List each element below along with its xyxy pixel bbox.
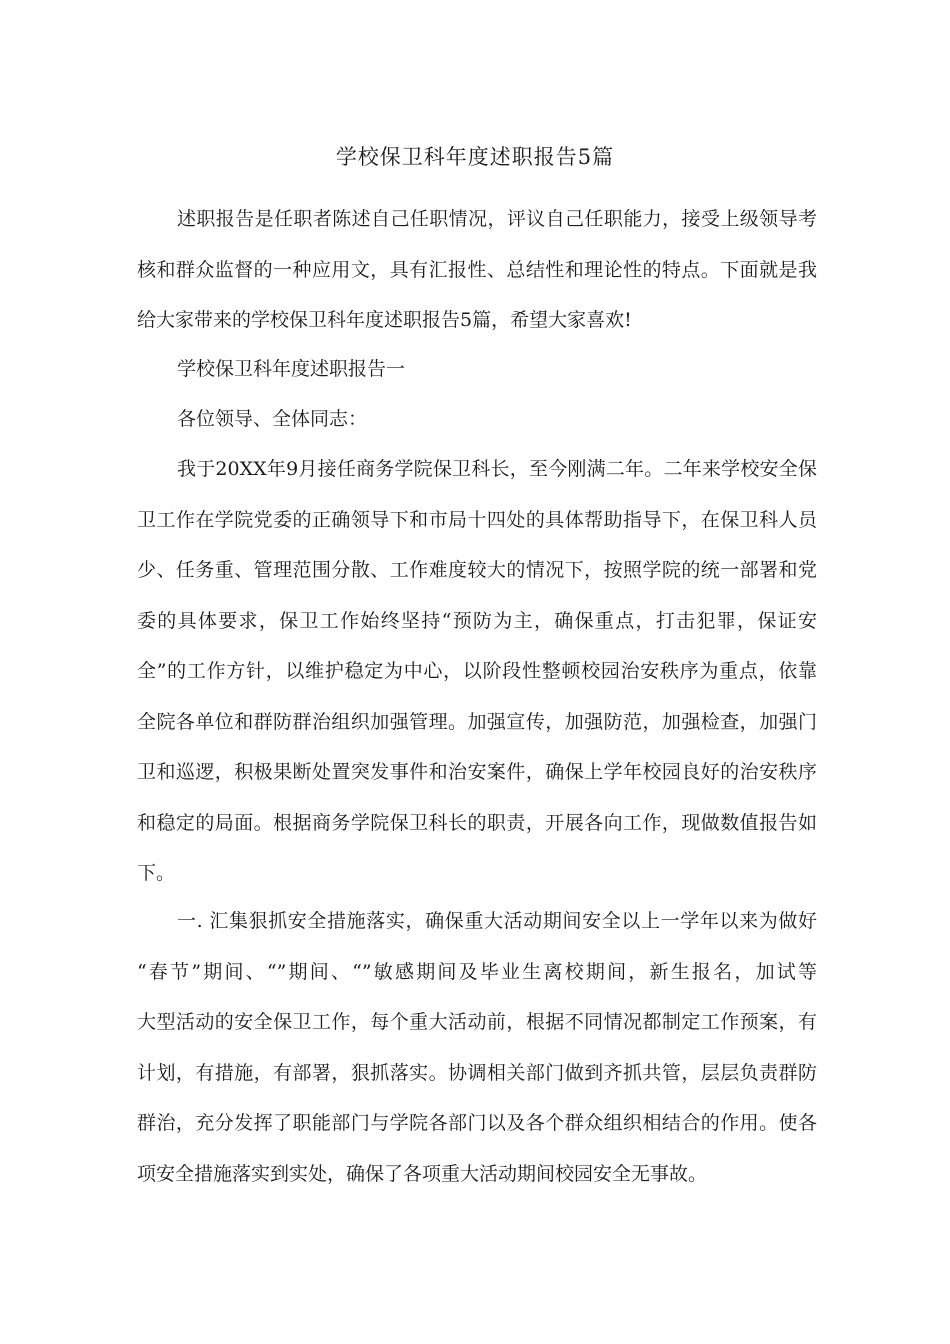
salutation bbox=[137, 394, 817, 445]
section-heading bbox=[137, 344, 817, 395]
body-line: 一. 汇集狠抓安全措施落实，确保重大活动期间安全以上一学年以来为做好 bbox=[177, 910, 817, 932]
body-line: 群治，充分发挥了职能部门与学院各部门以及各个群众组织相结合的作用。使各 bbox=[137, 1112, 817, 1134]
body-line: 卫和巡逻，积极果断处置突发事件和治安案件，确保上学年校园良好的治安秩序 bbox=[137, 761, 817, 783]
body-line: 卫工作在学院党委的正确领导下和市局十四处的具体帮助指导下，在保卫科人员 bbox=[137, 508, 817, 531]
section-heading-text: 学校保卫科年度述职报告一 bbox=[177, 358, 406, 380]
body-line: 全”的工作方针，以维护稳定为中心，以阶段性整顿校园治安秩序为重点，依靠 bbox=[137, 660, 817, 682]
body-line: “春节”期间、“”期间、“”敏感期间及毕业生离校期间，新生报名，加试等 bbox=[137, 960, 817, 983]
intro-line: 述职报告是任职者陈述自己任职情况，评议自己任职能力，接受上级领导考 bbox=[177, 208, 817, 230]
intro-paragraph bbox=[137, 194, 817, 346]
body-line: 全院各单位和群防群治组织加强管理。加强宣传，加强防范，加强检查，加强门 bbox=[137, 710, 817, 733]
body-line: 和稳定的局面。根据商务学院保卫科长的职责，开展各向工作，现做数值报告如 bbox=[137, 811, 817, 834]
body-line: 少、任务重、管理范围分散、工作难度较大的情况下，按照学院的统一部署和党 bbox=[137, 559, 817, 581]
body-line: 下。 bbox=[137, 862, 176, 884]
intro-line: 给大家带来的学校保卫科年度述职报告5篇，希望大家喜欢! bbox=[137, 309, 632, 331]
document-title: 学校保卫科年度述职报告5篇 bbox=[335, 145, 615, 169]
body-line: 委的具体要求，保卫工作始终坚持“预防为主，确保重点，打击犯罪，保证安 bbox=[137, 609, 817, 632]
salutation-text: 各位领导、全体同志： bbox=[177, 408, 368, 430]
body-paragraph-1 bbox=[137, 444, 817, 899]
intro-line: 核和群众监督的一种应用文，具有汇报性、总结性和理论性的特点。下面就是我 bbox=[137, 258, 817, 281]
body-line: 大型活动的安全保卫工作，每个重大活动前，根据不同情况都制定工作预案，有 bbox=[137, 1011, 817, 1033]
body-paragraph-2 bbox=[137, 896, 817, 1199]
body-line: 项安全措施落实到实处，确保了各项重大活动期间校园安全无事故。 bbox=[137, 1162, 708, 1185]
body-line: 计划，有措施，有部署，狠抓落实。协调相关部门做到齐抓共管，层层负责群防 bbox=[137, 1061, 817, 1084]
body-line: 我于20XX年9月接任商务学院保卫科长，至今刚满二年。二年来学校安全保 bbox=[177, 458, 817, 480]
